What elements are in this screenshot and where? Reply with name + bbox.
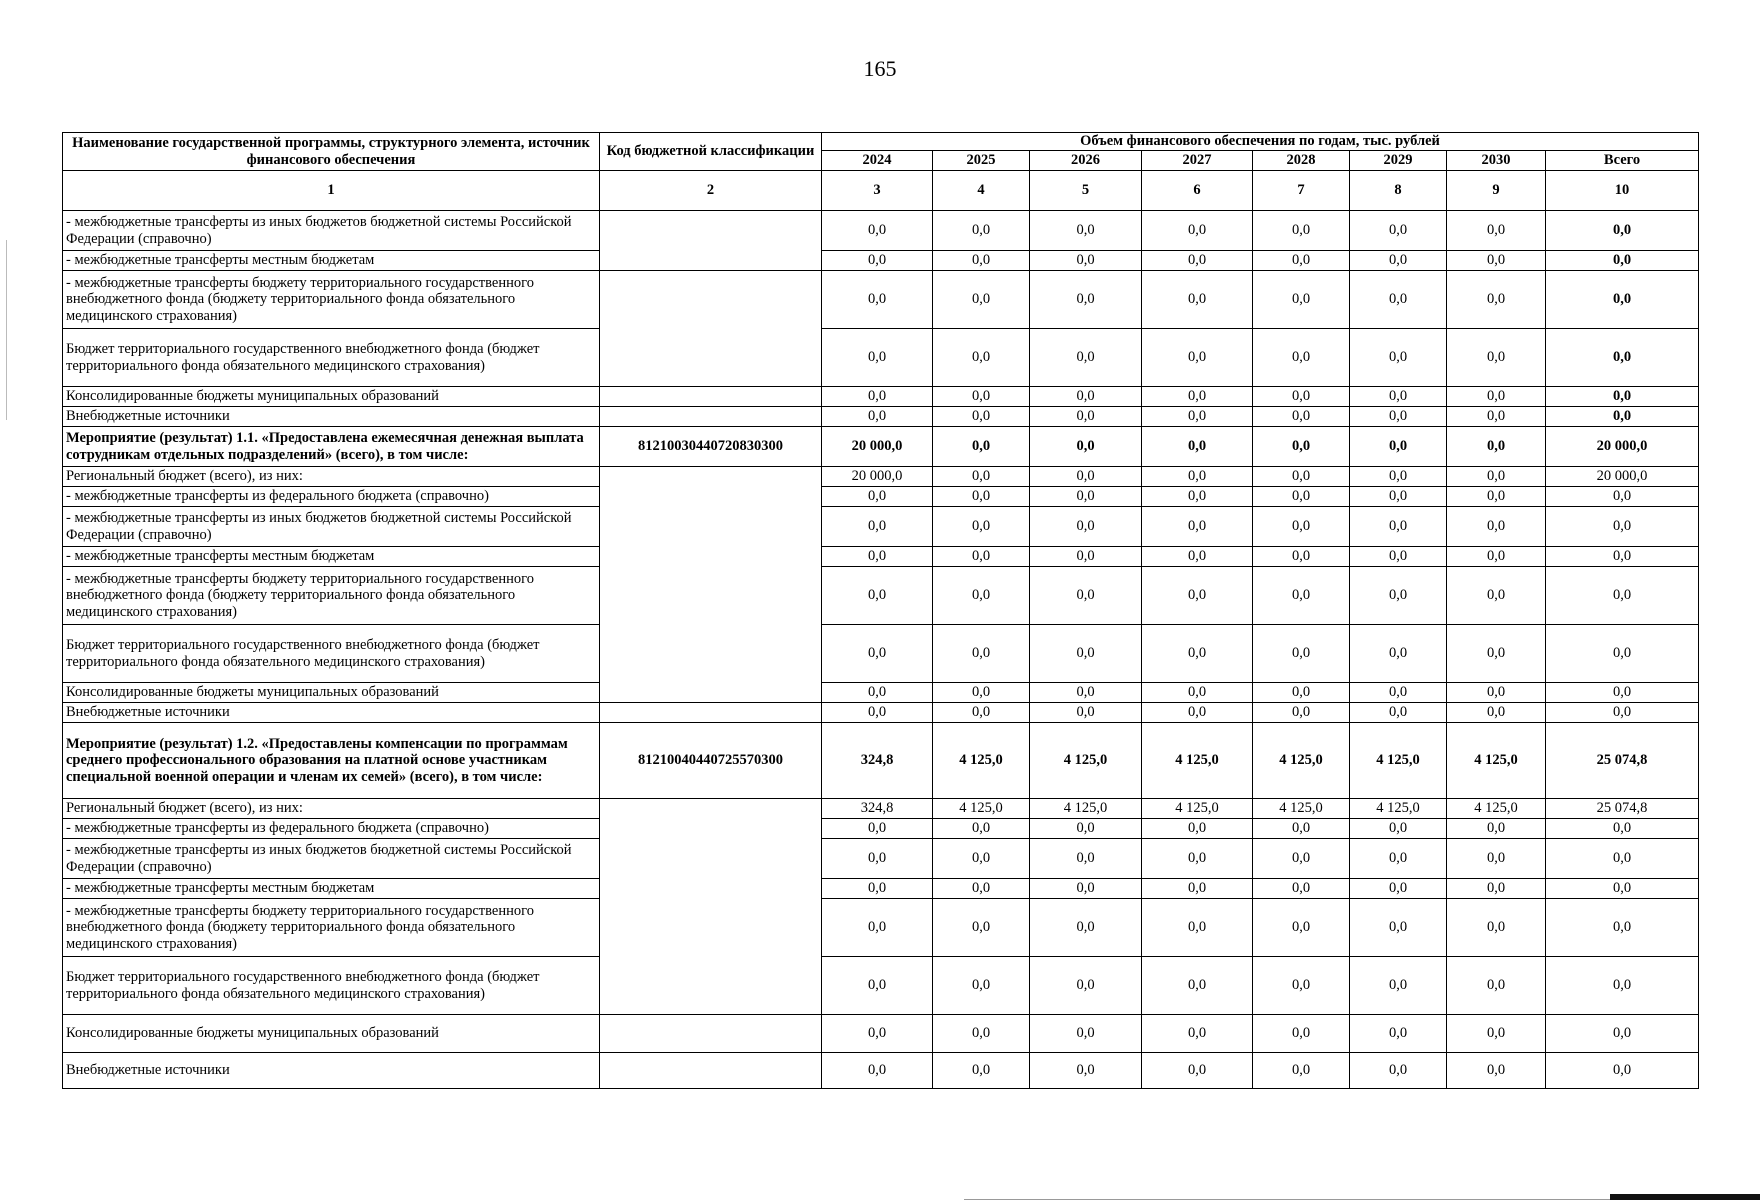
table-body (63, 211, 1699, 1089)
header-year: 2030 (1447, 151, 1546, 171)
year-value: 0,0 (1253, 507, 1350, 547)
year-value: 0,0 (822, 547, 933, 567)
table-row (63, 723, 1699, 799)
year-value: 0,0 (1253, 819, 1350, 839)
total-value: 0,0 (1546, 547, 1699, 567)
year-value: 0,0 (1142, 567, 1253, 625)
table-row (63, 547, 1699, 567)
year-value: 0,0 (1253, 1053, 1350, 1089)
year-value: 0,0 (1030, 547, 1142, 567)
header-year: 2027 (1142, 151, 1253, 171)
year-value: 0,0 (933, 819, 1030, 839)
header-code: Код бюджетной классификации (600, 133, 822, 171)
year-value: 0,0 (1350, 957, 1447, 1015)
column-number: 6 (1142, 171, 1253, 211)
year-value: 0,0 (933, 703, 1030, 723)
year-value: 0,0 (1350, 467, 1447, 487)
column-number: 1 (63, 171, 600, 211)
year-value: 0,0 (933, 683, 1030, 703)
year-value: 0,0 (1350, 819, 1447, 839)
year-value: 0,0 (1447, 407, 1546, 427)
column-number: 4 (933, 171, 1030, 211)
year-value: 0,0 (1447, 251, 1546, 271)
year-value: 0,0 (1253, 1015, 1350, 1053)
row-code (600, 467, 822, 703)
year-value: 0,0 (1142, 407, 1253, 427)
year-value: 0,0 (1030, 211, 1142, 251)
year-value: 0,0 (1142, 683, 1253, 703)
year-value: 0,0 (1030, 427, 1142, 467)
total-value: 0,0 (1546, 567, 1699, 625)
year-value: 0,0 (1030, 819, 1142, 839)
row-code: 81210040440725570300 (600, 723, 822, 799)
table-row (63, 507, 1699, 547)
total-value: 20 000,0 (1546, 467, 1699, 487)
total-value: 0,0 (1546, 507, 1699, 547)
column-number: 5 (1030, 171, 1142, 211)
year-value: 0,0 (822, 329, 933, 387)
year-value: 0,0 (933, 879, 1030, 899)
year-value: 0,0 (822, 271, 933, 329)
year-value: 0,0 (1350, 1053, 1447, 1089)
row-name: Консолидированные бюджеты муниципальных образований (63, 1015, 600, 1053)
year-value: 0,0 (1030, 957, 1142, 1015)
financing-table (62, 132, 1699, 1089)
total-value: 0,0 (1546, 407, 1699, 427)
year-value: 0,0 (933, 507, 1030, 547)
year-value: 0,0 (1350, 625, 1447, 683)
row-name: - межбюджетные трансферты местным бюджетам (63, 547, 600, 567)
year-value: 0,0 (1447, 329, 1546, 387)
row-code (600, 271, 822, 387)
row-name: Консолидированные бюджеты муниципальных образований (63, 683, 600, 703)
year-value: 4 125,0 (1142, 799, 1253, 819)
year-value: 0,0 (933, 387, 1030, 407)
year-value: 0,0 (1350, 703, 1447, 723)
year-value: 0,0 (1350, 507, 1447, 547)
year-value: 0,0 (1350, 387, 1447, 407)
year-value: 0,0 (1350, 567, 1447, 625)
year-value: 4 125,0 (933, 723, 1030, 799)
year-value: 0,0 (933, 329, 1030, 387)
table-row (63, 1053, 1699, 1089)
total-value: 0,0 (1546, 487, 1699, 507)
page-number: 165 (863, 56, 897, 81)
header-year: 2025 (933, 151, 1030, 171)
year-value: 0,0 (1350, 1015, 1447, 1053)
column-number: 10 (1546, 171, 1699, 211)
year-value: 0,0 (1447, 427, 1546, 467)
year-value: 0,0 (1447, 683, 1546, 703)
year-value: 0,0 (1142, 547, 1253, 567)
year-value: 0,0 (1350, 407, 1447, 427)
row-name: Региональный бюджет (всего), из них: (63, 467, 600, 487)
table-row (63, 251, 1699, 271)
total-value: 0,0 (1546, 625, 1699, 683)
row-code (600, 1015, 822, 1053)
total-value: 0,0 (1546, 879, 1699, 899)
year-value: 0,0 (1030, 879, 1142, 899)
year-value: 0,0 (822, 879, 933, 899)
row-code (600, 211, 822, 271)
year-value: 0,0 (1447, 467, 1546, 487)
table-row (63, 819, 1699, 839)
year-value: 0,0 (1447, 1053, 1546, 1089)
year-value: 0,0 (1447, 487, 1546, 507)
header-volume: Объем финансового обеспечения по годам, тыс. рублей (822, 133, 1699, 151)
year-value: 0,0 (1447, 625, 1546, 683)
row-name: Бюджет территориального государственного внебюджетного фонда (бюджет территориального фонда обязательного медицинского страхования) (63, 625, 600, 683)
year-value: 324,8 (822, 723, 933, 799)
year-value: 0,0 (1253, 387, 1350, 407)
year-value: 0,0 (1253, 427, 1350, 467)
year-value: 0,0 (1253, 487, 1350, 507)
table-row (63, 799, 1699, 819)
total-value: 0,0 (1546, 819, 1699, 839)
year-value: 0,0 (933, 625, 1030, 683)
year-value: 0,0 (933, 957, 1030, 1015)
year-value: 0,0 (1142, 1015, 1253, 1053)
year-value: 0,0 (933, 407, 1030, 427)
year-value: 0,0 (1030, 251, 1142, 271)
year-value: 0,0 (933, 547, 1030, 567)
table-row (63, 957, 1699, 1015)
year-value: 0,0 (1030, 387, 1142, 407)
header-column-numbers (63, 171, 1699, 211)
row-code (600, 407, 822, 427)
year-value: 0,0 (1350, 427, 1447, 467)
column-number: 8 (1350, 171, 1447, 211)
year-value: 4 125,0 (1350, 799, 1447, 819)
year-value: 0,0 (1142, 487, 1253, 507)
table-row (63, 487, 1699, 507)
year-value: 0,0 (1142, 625, 1253, 683)
year-value: 20 000,0 (822, 427, 933, 467)
year-value: 0,0 (933, 839, 1030, 879)
year-value: 0,0 (933, 1015, 1030, 1053)
year-value: 0,0 (1253, 567, 1350, 625)
total-value: 0,0 (1546, 839, 1699, 879)
total-value: 0,0 (1546, 387, 1699, 407)
year-value: 0,0 (1142, 507, 1253, 547)
year-value: 0,0 (1447, 271, 1546, 329)
table-row (63, 879, 1699, 899)
row-name: - межбюджетные трансферты из федерального бюджета (справочно) (63, 819, 600, 839)
row-code (600, 387, 822, 407)
row-name: Внебюджетные источники (63, 703, 600, 723)
year-value: 0,0 (1447, 547, 1546, 567)
year-value: 0,0 (1350, 271, 1447, 329)
total-value: 0,0 (1546, 899, 1699, 957)
total-value: 25 074,8 (1546, 723, 1699, 799)
table-row (63, 467, 1699, 487)
year-value: 0,0 (1030, 899, 1142, 957)
year-value: 0,0 (1447, 567, 1546, 625)
year-value: 4 125,0 (1447, 799, 1546, 819)
year-value: 0,0 (1142, 427, 1253, 467)
year-value: 0,0 (1253, 957, 1350, 1015)
year-value: 0,0 (1030, 507, 1142, 547)
table-row (63, 407, 1699, 427)
year-value: 4 125,0 (1253, 723, 1350, 799)
column-number: 2 (600, 171, 822, 211)
year-value: 0,0 (1447, 879, 1546, 899)
row-name: Мероприятие (результат) 1.2. «Предоставлены компенсации по программам среднего профессионального образования на платной основе участникам специальной военной операции и членам их семей» (всего), в том числе: (63, 723, 600, 799)
header-year: 2028 (1253, 151, 1350, 171)
total-value: 0,0 (1546, 703, 1699, 723)
year-value: 0,0 (1350, 251, 1447, 271)
total-value: 0,0 (1546, 683, 1699, 703)
year-value: 0,0 (1350, 879, 1447, 899)
row-code (600, 799, 822, 1015)
scan-edge-line (6, 240, 7, 420)
table-row (63, 271, 1699, 329)
table-row (63, 567, 1699, 625)
year-value: 0,0 (822, 1015, 933, 1053)
year-value: 4 125,0 (1253, 799, 1350, 819)
year-value: 0,0 (1253, 211, 1350, 251)
year-value: 0,0 (1142, 703, 1253, 723)
table-row (63, 625, 1699, 683)
year-value: 0,0 (822, 487, 933, 507)
year-value: 0,0 (933, 427, 1030, 467)
year-value: 0,0 (1447, 703, 1546, 723)
table-row (63, 1015, 1699, 1053)
table-row (63, 427, 1699, 467)
row-name: Консолидированные бюджеты муниципальных образований (63, 387, 600, 407)
row-code (600, 703, 822, 723)
year-value: 0,0 (822, 899, 933, 957)
year-value: 0,0 (822, 507, 933, 547)
total-value: 0,0 (1546, 211, 1699, 251)
row-code: 81210030440720830300 (600, 427, 822, 467)
year-value: 0,0 (1030, 625, 1142, 683)
year-value: 0,0 (1142, 899, 1253, 957)
row-name: - межбюджетные трансферты бюджету территориального государственного внебюджетного фонда (бюджету территориального фонда обязательного медицинского страхования) (63, 271, 600, 329)
year-value: 0,0 (822, 625, 933, 683)
year-value: 0,0 (1142, 839, 1253, 879)
year-value: 0,0 (1447, 1015, 1546, 1053)
year-value: 0,0 (1350, 683, 1447, 703)
year-value: 0,0 (1253, 407, 1350, 427)
table-row (63, 387, 1699, 407)
year-value: 0,0 (1030, 487, 1142, 507)
year-value: 0,0 (1142, 387, 1253, 407)
year-value: 0,0 (1030, 329, 1142, 387)
year-value: 0,0 (1142, 271, 1253, 329)
total-value: 0,0 (1546, 957, 1699, 1015)
year-value: 0,0 (822, 407, 933, 427)
row-name: - межбюджетные трансферты из иных бюджетов бюджетной системы Российской Федерации (справочно) (63, 839, 600, 879)
year-value: 0,0 (933, 467, 1030, 487)
total-value: 25 074,8 (1546, 799, 1699, 819)
year-value: 0,0 (1030, 1015, 1142, 1053)
row-name: Региональный бюджет (всего), из них: (63, 799, 600, 819)
row-name: - межбюджетные трансферты из иных бюджетов бюджетной системы Российской Федерации (справочно) (63, 211, 600, 251)
year-value: 4 125,0 (1447, 723, 1546, 799)
year-value: 0,0 (1253, 329, 1350, 387)
header-year: 2026 (1030, 151, 1142, 171)
year-value: 0,0 (1030, 683, 1142, 703)
table-header (63, 133, 1699, 211)
year-value: 0,0 (822, 839, 933, 879)
year-value: 0,0 (1253, 547, 1350, 567)
header-total: Всего (1546, 151, 1699, 171)
total-value: 20 000,0 (1546, 427, 1699, 467)
year-value: 0,0 (1030, 839, 1142, 879)
table-row (63, 683, 1699, 703)
year-value: 0,0 (1253, 703, 1350, 723)
year-value: 4 125,0 (933, 799, 1030, 819)
year-value: 0,0 (933, 211, 1030, 251)
year-value: 4 125,0 (1142, 723, 1253, 799)
year-value: 0,0 (822, 251, 933, 271)
year-value: 0,0 (1142, 879, 1253, 899)
total-value: 0,0 (1546, 329, 1699, 387)
year-value: 0,0 (1253, 839, 1350, 879)
year-value: 0,0 (1142, 1053, 1253, 1089)
year-value: 0,0 (1142, 819, 1253, 839)
column-number: 3 (822, 171, 933, 211)
year-value: 0,0 (1350, 547, 1447, 567)
year-value: 0,0 (822, 703, 933, 723)
year-value: 0,0 (1447, 899, 1546, 957)
year-value: 0,0 (1447, 819, 1546, 839)
year-value: 0,0 (1350, 839, 1447, 879)
year-value: 0,0 (1447, 839, 1546, 879)
year-value: 0,0 (1030, 703, 1142, 723)
year-value: 0,0 (1253, 271, 1350, 329)
year-value: 0,0 (1350, 487, 1447, 507)
year-value: 0,0 (1350, 899, 1447, 957)
total-value: 0,0 (1546, 1015, 1699, 1053)
year-value: 0,0 (1253, 879, 1350, 899)
table-row (63, 839, 1699, 879)
year-value: 0,0 (1142, 957, 1253, 1015)
year-value: 0,0 (1030, 1053, 1142, 1089)
year-value: 0,0 (933, 899, 1030, 957)
year-value: 0,0 (1253, 683, 1350, 703)
year-value: 0,0 (1030, 467, 1142, 487)
total-value: 0,0 (1546, 1053, 1699, 1089)
year-value: 20 000,0 (822, 467, 933, 487)
column-number: 9 (1447, 171, 1546, 211)
row-name: - межбюджетные трансферты из иных бюджетов бюджетной системы Российской Федерации (справочно) (63, 507, 600, 547)
year-value: 0,0 (933, 1053, 1030, 1089)
year-value: 0,0 (1447, 507, 1546, 547)
year-value: 0,0 (933, 487, 1030, 507)
year-value: 0,0 (822, 211, 933, 251)
row-name: Бюджет территориального государственного внебюджетного фонда (бюджет территориального фонда обязательного медицинского страхования) (63, 329, 600, 387)
year-value: 0,0 (1142, 467, 1253, 487)
row-name: - межбюджетные трансферты местным бюджетам (63, 251, 600, 271)
row-name: - межбюджетные трансферты местным бюджетам (63, 879, 600, 899)
table-row (63, 703, 1699, 723)
year-value: 0,0 (1253, 467, 1350, 487)
row-name: Внебюджетные источники (63, 1053, 600, 1089)
year-value: 0,0 (822, 683, 933, 703)
year-value: 0,0 (1030, 407, 1142, 427)
header-name: Наименование государственной программы, структурного элемента, источник финансового обеспечения (63, 133, 600, 171)
year-value: 0,0 (933, 271, 1030, 329)
year-value: 0,0 (1253, 251, 1350, 271)
year-value: 0,0 (933, 567, 1030, 625)
row-name: Внебюджетные источники (63, 407, 600, 427)
year-value: 0,0 (1447, 957, 1546, 1015)
year-value: 4 125,0 (1350, 723, 1447, 799)
total-value: 0,0 (1546, 251, 1699, 271)
year-value: 0,0 (933, 251, 1030, 271)
header-year: 2024 (822, 151, 933, 171)
year-value: 0,0 (1253, 625, 1350, 683)
year-value: 0,0 (1142, 329, 1253, 387)
year-value: 0,0 (1350, 211, 1447, 251)
year-value: 0,0 (1253, 899, 1350, 957)
year-value: 4 125,0 (1030, 723, 1142, 799)
year-value: 0,0 (822, 1053, 933, 1089)
row-name: - межбюджетные трансферты из федерального бюджета (справочно) (63, 487, 600, 507)
header-year: 2029 (1350, 151, 1447, 171)
year-value: 0,0 (1447, 387, 1546, 407)
total-value: 0,0 (1546, 271, 1699, 329)
row-name: - межбюджетные трансферты бюджету территориального государственного внебюджетного фонда (бюджету территориального фонда обязательного медицинского страхования) (63, 567, 600, 625)
year-value: 0,0 (1030, 271, 1142, 329)
year-value: 0,0 (1030, 567, 1142, 625)
scan-bottom-mark (1610, 1194, 1760, 1200)
table-row (63, 329, 1699, 387)
column-number: 7 (1253, 171, 1350, 211)
year-value: 0,0 (822, 387, 933, 407)
year-value: 0,0 (822, 957, 933, 1015)
year-value: 0,0 (822, 819, 933, 839)
row-code (600, 1053, 822, 1089)
year-value: 0,0 (1142, 251, 1253, 271)
table-row (63, 211, 1699, 251)
year-value: 0,0 (822, 567, 933, 625)
year-value: 0,0 (1350, 329, 1447, 387)
year-value: 324,8 (822, 799, 933, 819)
year-value: 0,0 (1142, 211, 1253, 251)
row-name: Мероприятие (результат) 1.1. «Предоставлена ежемесячная денежная выплата сотрудникам отдельных подразделений» (всего), в том числе: (63, 427, 600, 467)
row-name: - межбюджетные трансферты бюджету территориального государственного внебюджетного фонда (бюджету территориального фонда обязательного медицинского страхования) (63, 899, 600, 957)
table-row (63, 899, 1699, 957)
year-value: 0,0 (1447, 211, 1546, 251)
row-name: Бюджет территориального государственного внебюджетного фонда (бюджет территориального фонда обязательного медицинского страхования) (63, 957, 600, 1015)
year-value: 4 125,0 (1030, 799, 1142, 819)
